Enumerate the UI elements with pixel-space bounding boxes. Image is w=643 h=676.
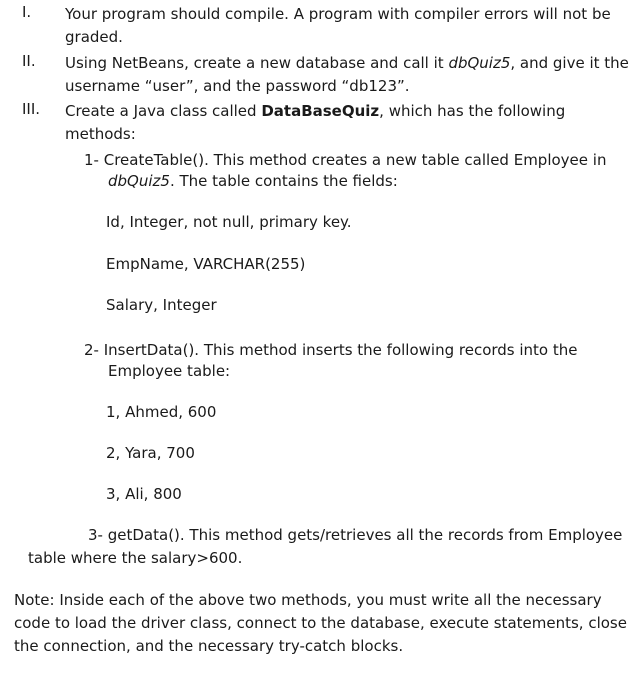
item-3-line-1-pre: Create a Java class called (65, 102, 262, 120)
item-3-numeral: III. (22, 100, 41, 118)
note-line-2: code to load the driver class, connect to the database, execute statements, close (14, 614, 627, 632)
item-3-line-2: methods: (65, 125, 136, 143)
method-1-db-name: dbQuiz5 (108, 172, 170, 190)
record-2: 2, Yara, 700 (106, 444, 195, 462)
item-2-line-1 (65, 52, 629, 75)
item-3-class-name: DataBaseQuiz (261, 102, 380, 120)
item-3-line-1-post: , which has the following (379, 102, 566, 120)
note-line-3: the connection, and the necessary try-catch blocks. (14, 637, 404, 655)
field-salary: Salary, Integer (106, 296, 217, 314)
item-2-line-2: username “user”, and the password “db123”. (65, 77, 410, 95)
method-2-line-1 (84, 339, 578, 362)
method-1-line-2 (108, 172, 398, 190)
record-3: 3, Ali, 800 (106, 485, 182, 503)
item-2-numeral: II. (22, 52, 36, 70)
item-2-db-name: dbQuiz5 (448, 54, 511, 72)
item-3-line-1 (65, 100, 565, 123)
method-2-line-2: Employee table: (108, 362, 231, 380)
method-2-number: 2- (84, 341, 99, 359)
method-3-line-1 (88, 526, 622, 544)
field-id: Id, Integer, not null, primary key. (106, 213, 352, 231)
method-1-line-1 (84, 149, 606, 172)
item-1-line-2: graded. (65, 28, 123, 46)
record-1: 1, Ahmed, 600 (106, 403, 217, 421)
item-2-line-1-post: , and give it the (510, 54, 629, 72)
item-1-numeral: I. (22, 3, 32, 21)
method-3-line-2: table where the salary>600. (28, 549, 243, 567)
method-1-number: 1- (84, 151, 99, 169)
item-1-line-1: Your program should compile. A program with compiler errors will not be (65, 5, 611, 23)
method-1-text: CreateTable(). This method creates a new table called Employee in (103, 151, 607, 169)
item-2-line-1-pre: Using NetBeans, create a new database and call it (65, 54, 449, 72)
method-2-text: InsertData(). This method inserts the following records into the (103, 341, 578, 359)
method-3-number: 3- (88, 526, 103, 544)
note-line-1: Note: Inside each of the above two methods, you must write all the necessary (14, 591, 602, 609)
method-3-text: getData(). This method gets/retrieves all the records from Employee (107, 526, 623, 544)
method-1-line-2-rest: . The table contains the fields: (169, 172, 398, 190)
field-empname: EmpName, VARCHAR(255) (106, 255, 306, 273)
